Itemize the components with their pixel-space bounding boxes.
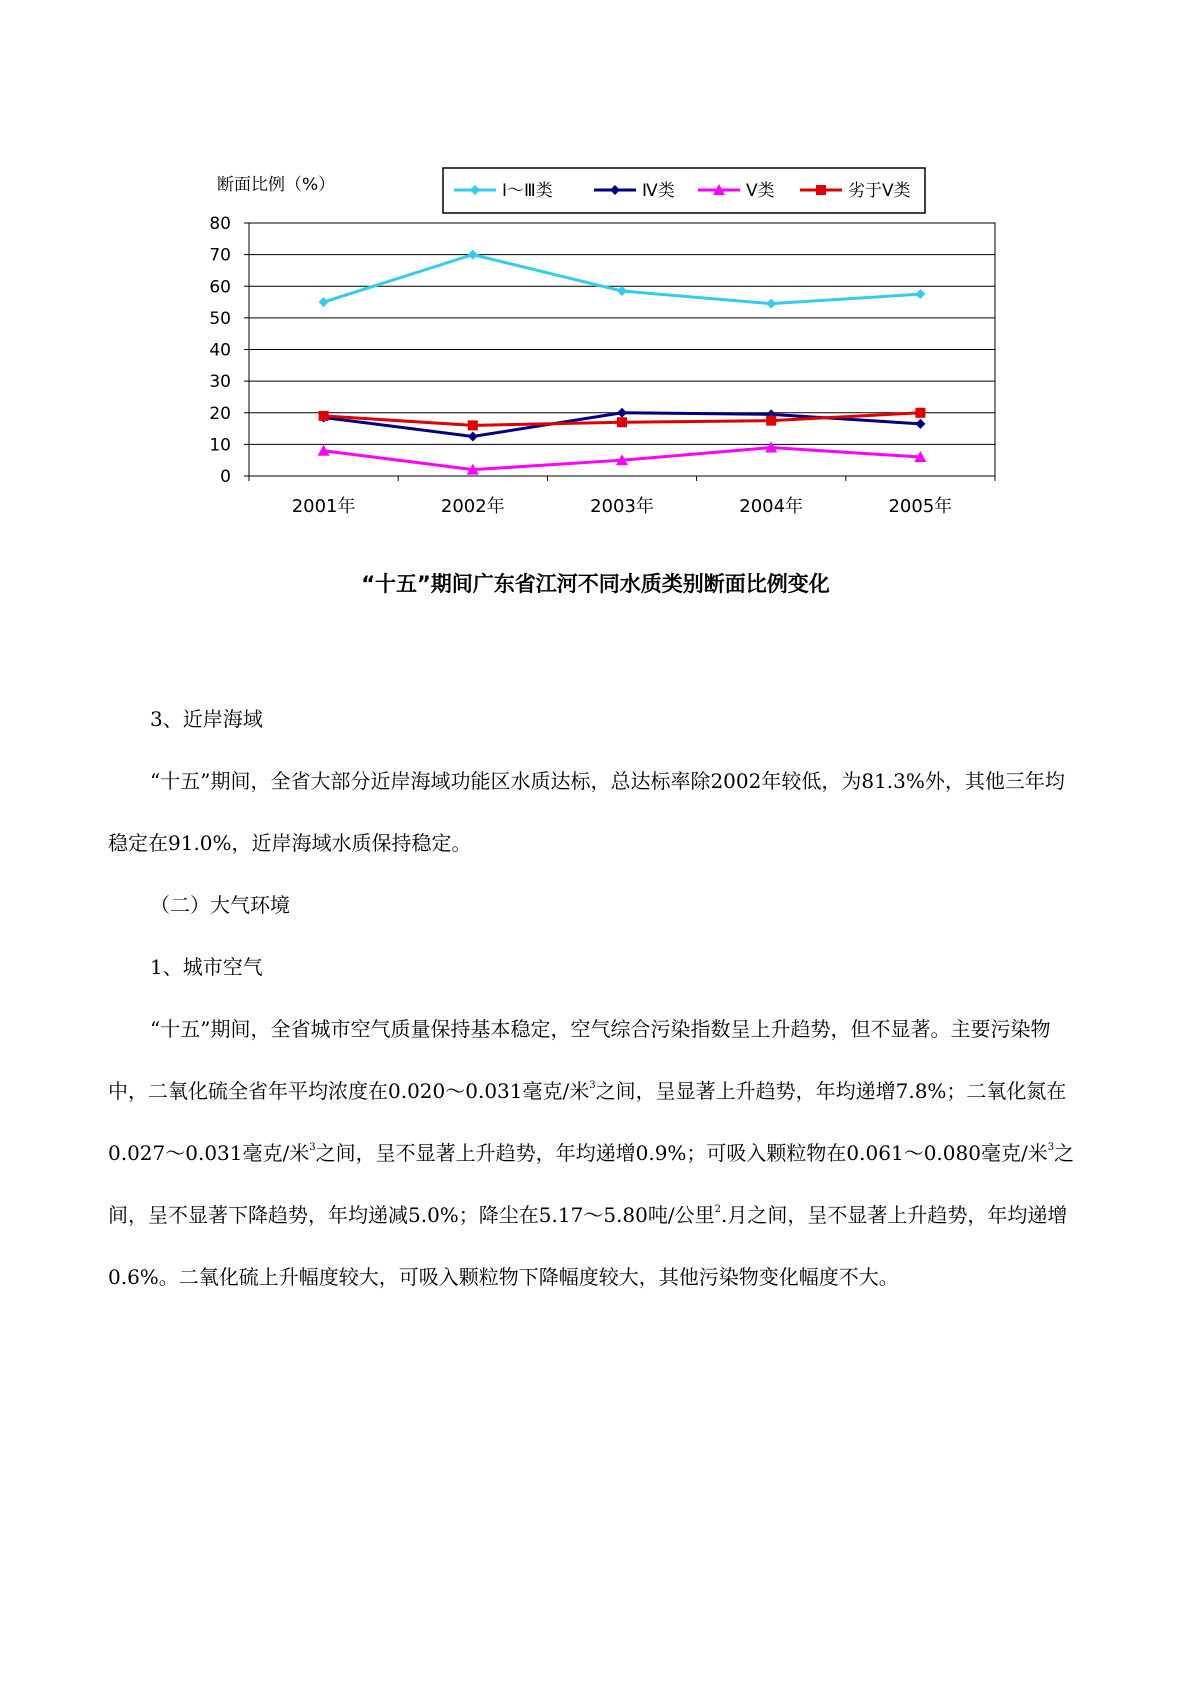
text-segment: 之间，呈显著上升趋势，年均递增7.8%；二氧化氮在0.027～0.031毫克/米	[108, 1079, 1067, 1165]
text-segment: 之间，呈不显著上升趋势，年均递增0.9%；可吸入颗粒物在0.061～0.080毫克/米	[315, 1141, 1048, 1165]
y-tick-label: 10	[209, 435, 231, 456]
y-tick-label: 70	[209, 245, 231, 266]
chart-series	[318, 250, 927, 475]
y-tick-label: 80	[209, 214, 231, 234]
heading-coastal: 3、近岸海域	[150, 707, 263, 731]
chart-legend	[443, 168, 925, 213]
legend-label: Ⅳ类	[642, 181, 675, 201]
y-tick-label: 60	[209, 277, 231, 298]
data-point	[766, 299, 776, 309]
data-point	[617, 286, 627, 296]
superscript: 3	[309, 1142, 316, 1153]
superscript: 2	[714, 1204, 721, 1215]
water-quality-chart	[0, 0, 1191, 540]
y-tick-label: 40	[209, 340, 231, 361]
figure-caption: “十五”期间广东省江河不同水质类别断面比例变化	[361, 572, 830, 596]
y-tick-label: 30	[209, 372, 231, 393]
superscript: 3	[589, 1080, 596, 1091]
paragraph-city-air	[108, 998, 1080, 1308]
x-tick-label: 2002年	[440, 496, 505, 517]
data-point	[468, 420, 478, 430]
chart-grid	[249, 223, 995, 476]
heading-air: （二）大气环境	[150, 893, 290, 917]
x-tick-label: 2003年	[590, 496, 654, 517]
data-point	[915, 419, 925, 429]
series-line	[324, 255, 921, 304]
data-point	[915, 408, 925, 418]
heading-city-air: 1、城市空气	[150, 955, 263, 979]
data-point	[617, 417, 627, 427]
legend-label: 劣于Ⅴ类	[848, 181, 911, 201]
superscript: 3	[1047, 1142, 1055, 1153]
text-segment: “十五”期间，全省城市空气质量保持基本稳定，空气综合污染指数呈上升趋势，但不显著。主要污染物中，二氧化硫全省年平均浓度在0.020～0.031毫克/米	[108, 1017, 1051, 1103]
data-point	[468, 431, 478, 441]
data-point	[915, 289, 925, 299]
y-tick-label: 0	[220, 467, 231, 487]
y-tick-label: 20	[209, 403, 231, 424]
data-point	[468, 250, 478, 260]
x-tick-label: 2004年	[739, 496, 804, 517]
paragraph-coastal: “十五”期间，全省大部分近岸海域功能区水质达标，总达标率除2002年较低，为81.3%外，其他三年均稳定在91.0%，近岸海域水质保持稳定。	[108, 769, 1065, 855]
y-axis-label: 断面比例（%）	[217, 175, 336, 195]
x-tick-label: 2005年	[888, 496, 953, 517]
data-point	[319, 411, 329, 421]
data-point	[319, 297, 329, 307]
legend-label: Ⅴ类	[746, 181, 775, 201]
body-text	[108, 688, 1080, 1308]
legend-label: Ⅰ～Ⅲ类	[502, 181, 553, 201]
data-point	[617, 408, 627, 418]
text-segment: .月之间，呈不显著上升趋势，年均递增0.6%。二氧化硫上升幅度较大，可吸入颗粒物下降幅度较大，其他污染物变化幅度不大。	[108, 1203, 1068, 1289]
data-point	[816, 185, 826, 195]
data-point	[766, 416, 776, 426]
chart-axes	[209, 214, 995, 517]
y-tick-label: 50	[209, 308, 231, 329]
text-segment: 之间，呈不显著下降趋势，年均递减5.0%；降尘在5.17～5.80吨/公里	[108, 1141, 1075, 1227]
x-tick-label: 2001年	[291, 496, 356, 517]
